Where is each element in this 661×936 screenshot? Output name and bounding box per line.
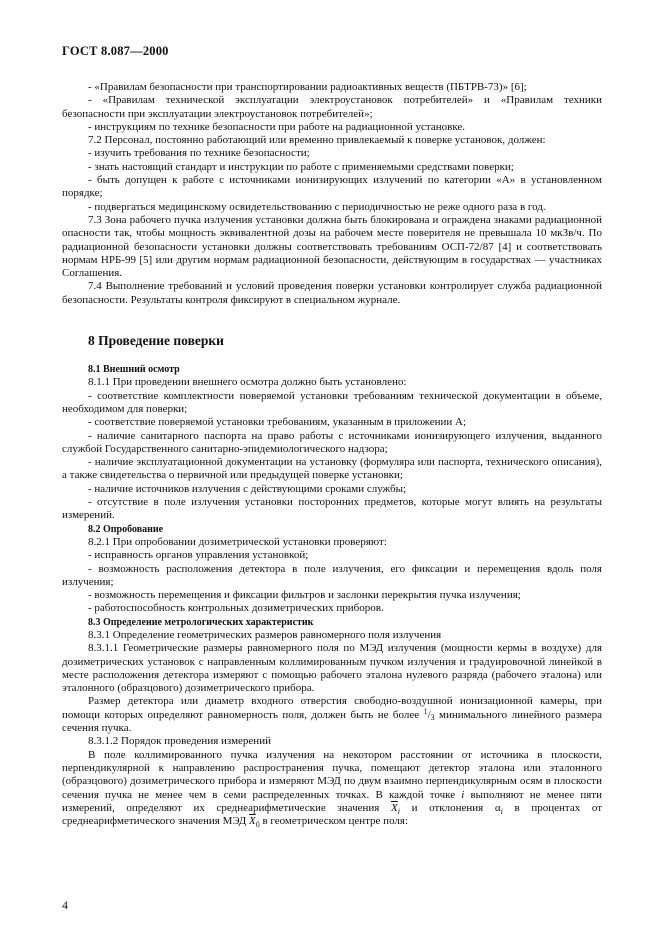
section-8-body	[62, 363, 602, 828]
safety-requirements-block	[62, 81, 602, 307]
paragraph: - наличие эксплуатационной документации на установку (формуляра или паспорта, технического описания), а также свидетельства о первичной или предыдущей поверке установки;	[62, 456, 602, 482]
paragraph: - возможность расположения детектора в поле излучения, его фиксации и перемещения вдоль поля излучения;	[62, 562, 602, 588]
subsection-title: 8.3 Определение метрологических характеристик	[88, 616, 314, 628]
text-run: В поле коллимированного пучка излучения на некотором расстоянии от источника в плоскости, перпендикулярной к направлению распространения пучка, помещают детектор эталона или эталонного (образцового) дозиметрического прибора и измеряют МЭД по двум взаимно перпендикулярным осям в плоскости сечения пучка не менее чем в семи распределенных точках. В каждой точке	[62, 748, 602, 801]
index-variable: i	[461, 788, 465, 801]
paragraph: 8.3.1.2 Порядок проведения измерений	[88, 735, 271, 748]
text-run: Размер детектора или диаметр входного отверстия свободно-воздушной ионизационной камеры, при помощи которых определяют равномерность поля, должен быть не более	[62, 695, 602, 721]
paragraph: 8.3.1 Определение геометрических размеров равномерного поля излучения	[88, 628, 442, 641]
paragraph: 7.2 Персонал, постоянно работающий или временно привлекаемый к поверке установок, должен:	[88, 134, 546, 147]
mean-value-symbol: $\overline{X}$	[390, 801, 398, 814]
paragraph: - знать настоящий стандарт и инструкции по работе с применяемыми средствами поверки;	[88, 160, 514, 173]
page-number: 4	[62, 898, 68, 912]
paragraph: - быть допущен к работе с источниками ионизирующих излучений по категории «А» в установленном порядке;	[62, 174, 602, 200]
paragraph: 7.4 Выполнение требований и условий проведения поверки установки контролирует служба радиационной безопасности. Результаты контроля фиксируют в специальном журнале.	[62, 280, 602, 306]
text-run: в процентах от среднеарифметического значения МЭД	[62, 801, 602, 828]
paragraph: - инструкциям по технике безопасности при работе на радиационной установке.	[88, 120, 466, 133]
paragraph: - «Правилам технической эксплуатации электроустановок потребителей» и «Правилам техники безопасности при эксплуатации электроустановок потребителей»;	[62, 94, 602, 120]
paragraph: - соответствие поверяемой установки требованиям, указанным в приложении А;	[88, 416, 467, 429]
paragraph: - работоспособность контрольных дозиметрических приборов.	[88, 602, 384, 615]
text-run: минимального линейного размера сечения пучка.	[62, 708, 602, 735]
paragraph: 8.3.1.1 Геометрические размеры равномерного поля по МЭД излучения (мощности кермы в воздухе) для дозиметрических установок с направленным коллимированным пучком излучения и градуировочной линейкой в месте расположения детектора измеряют с помощью рабочего эталона нулевого разряда (рабочего эталона) или эталонного (образцового) дозиметрического прибора.	[62, 642, 602, 695]
paragraph: - «Правилам безопасности при транспортировании радиоактивных веществ (ПБТРВ-73)» [6];	[88, 81, 527, 93]
center-mean-symbol: $\overline{X}$	[248, 815, 256, 828]
subsection-title: 8.1 Внешний осмотр	[88, 364, 180, 376]
paragraph: - наличие санитарного паспорта на право работы с источниками ионизирующего излучения, выданного службой Государственного санитарно-эпидемиологического надзора;	[62, 429, 602, 455]
document-page	[62, 44, 602, 828]
text-run: выполняют не менее пяти измерений, определяют их среднеарифметические значения	[62, 788, 602, 814]
subsection-title: 8.2 Опробование	[88, 523, 164, 535]
paragraph-detector-size: Размер детектора или диаметр входного отверстия свободно-воздушной ионизационной камеры, при помощи которых определяют равномерность поля, должен быть не более $^1/_3$ минимального линейного размера сечения пучка.	[62, 695, 602, 735]
paragraph: 7.3 Зона рабочего пучка излучения установки должна быть блокирована и ограждена знаками радиационной опасности так, чтобы мощность эквивалентной дозы на рабочем месте поверителя не превышала 10 мкЗв/ч. По радиационной безопасности установки должны соответствовать требованиям ОСП-72/87 [4] и соответствовать нормам НРБ-99 [5] или другим нормам радиационной безопасности, действующим в государствах — участниках Соглашения.	[62, 213, 602, 280]
subscript: i	[397, 807, 400, 817]
paragraph: - возможность перемещения и фиксации фильтров и заслонки перекрытия пучка излучения;	[88, 589, 521, 602]
paragraph: - исправность органов управления установкой;	[88, 549, 309, 562]
paragraph-measurement-procedure	[62, 749, 602, 829]
section-title: 8 Проведение поверки	[88, 333, 224, 349]
fraction-denominator: 3	[430, 712, 435, 722]
subscript: 0	[255, 820, 260, 830]
text-run: и отклонения α	[399, 801, 501, 814]
paragraph: - подвергаться медицинскому освидетельствованию с периодичностью не реже одного раза в год.	[88, 200, 546, 213]
paragraph: - наличие источников излучения с действующими сроками службы;	[88, 482, 407, 495]
subscript: i	[500, 807, 503, 817]
fraction-numerator: 1	[423, 706, 428, 716]
document-header: ГОСТ 8.087—2000	[62, 44, 169, 58]
paragraph: - отсутствие в поле излучения установки посторонних предметов, которые могут влиять на результаты измерений.	[62, 496, 602, 522]
paragraph: - соответствие комплектности поверяемой установки требованиям технической документации в объеме, необходимом для поверки;	[62, 389, 602, 415]
text-run: в геометрическом центре поля:	[259, 815, 409, 828]
paragraph: 8.2.1 При опробовании дозиметрической установки проверяют:	[88, 535, 387, 548]
paragraph: 8.1.1 При проведении внешнего осмотра должно быть установлено:	[88, 376, 407, 389]
paragraph: - изучить требования по технике безопасности;	[88, 147, 310, 160]
